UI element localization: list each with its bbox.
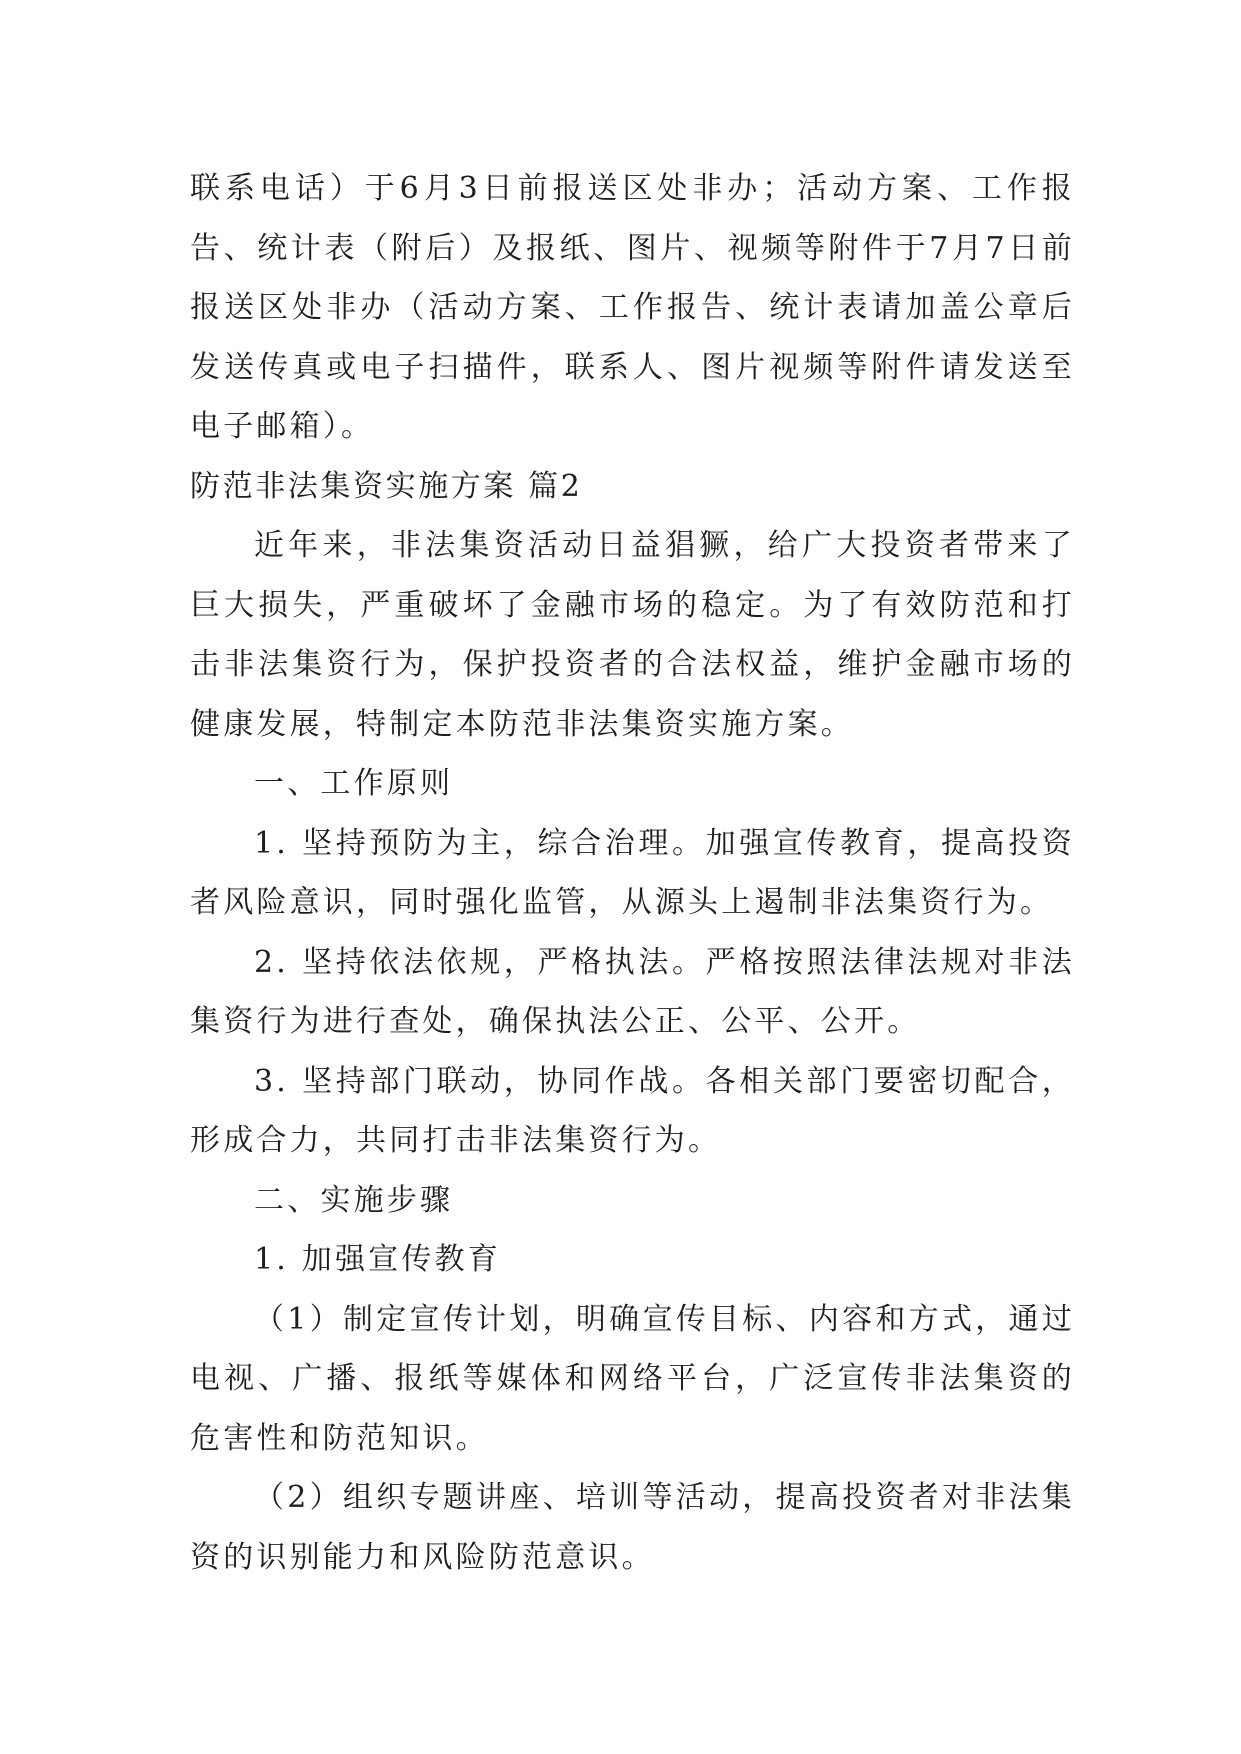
principle-1: 1. 坚持预防为主，综合治理。加强宣传教育，提高投资者风险意识，同时强化监管，从源头上遏制非法集资行为。 bbox=[190, 825, 1075, 920]
principle-3: 3. 坚持部门联动，协同作战。各相关部门要密切配合，形成合力，共同打击非法集资行为。 bbox=[190, 1063, 1075, 1158]
heading-implementation-steps: 二、实施步骤 bbox=[254, 1182, 454, 1218]
principle-2: 2. 坚持依法依规，严格执法。严格按照法律法规对非法集资行为进行查处，确保执法公正、公平、公开。 bbox=[190, 944, 1075, 1039]
intro-paragraph: 近年来，非法集资活动日益猖獗，给广大投资者带来了巨大损失，严重破坏了金融市场的稳定。为了有效防范和打击非法集资行为，保护投资者的合法权益，维护金融市场的健康发展，特制定本防范非法集资实施方案。 bbox=[190, 528, 1075, 742]
continuation-paragraph: 联系电话）于6月3日前报送区处非办；活动方案、工作报告、统计表（附后）及报纸、图片、视频等附件于7月7日前报送区处非办（活动方案、工作报告、统计表请加盖公章后发送传真或电子扫描件，联系人、图片视频等附件请发送至电子邮箱）。 bbox=[190, 171, 1075, 444]
document-page bbox=[190, 159, 1075, 1587]
step-1-title: 1. 加强宣传教育 bbox=[254, 1242, 501, 1277]
heading-work-principles: 一、工作原则 bbox=[254, 766, 454, 801]
step-1-item-2: （2）组织专题讲座、培训等活动，提高投资者对非法集资的识别能力和风险防范意识。 bbox=[190, 1480, 1075, 1575]
section-title: 防范非法集资实施方案 篇2 bbox=[190, 468, 583, 504]
step-1-item-1: （1）制定宣传计划，明确宣传目标、内容和方式，通过电视、广播、报纸等媒体和网络平台，广泛宣传非法集资的危害性和防范知识。 bbox=[190, 1301, 1075, 1456]
